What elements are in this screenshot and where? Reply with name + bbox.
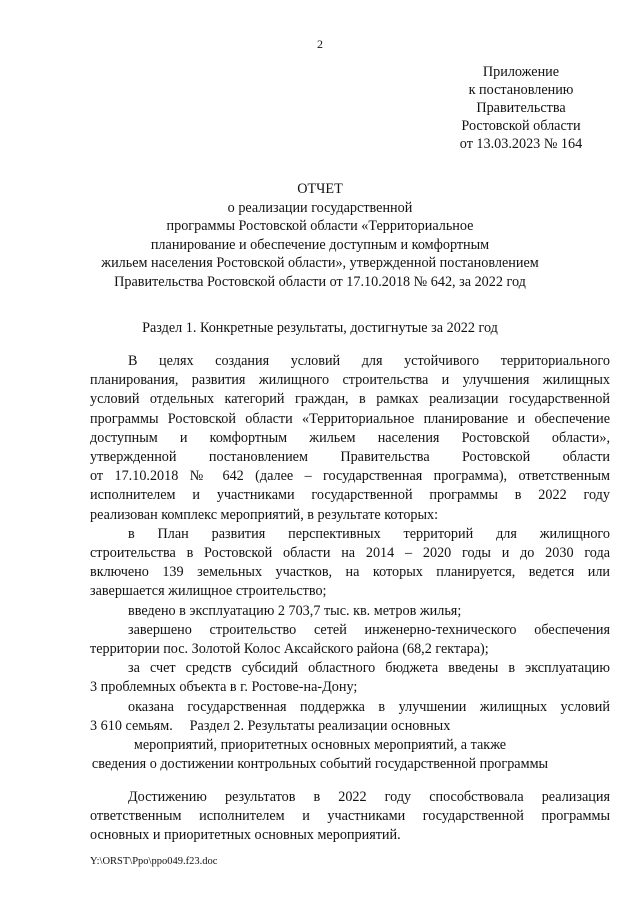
text-line: включено 139 земельных участков, на которых планируется, ведется или: [90, 564, 610, 581]
text-line: строительства в Ростовской области на 2014 – 2020 годы и до 2030 года: [90, 545, 610, 562]
title-line: ОТЧЕТ: [297, 181, 343, 197]
text-line: территории пос. Золотой Колос Аксайского района (68,2 гектара);: [90, 641, 489, 658]
text-line: Достижению результатов в 2022 году способствовала реализация: [128, 789, 610, 805]
title-line: о реализации государственной: [227, 199, 413, 216]
appendix-line: Приложение: [482, 64, 560, 80]
text-line: ответственным исполнителем и участниками государственной программы: [90, 808, 610, 825]
file-path-footer: Y:\ORST\Ppo\ppo049.f23.doc: [90, 856, 218, 867]
heading-line: Раздел 2. Результаты реализации основных: [189, 718, 451, 734]
text-line: В целях создания условий для устойчивого территориального: [128, 353, 610, 369]
text-line: утвержденной постановлением Правительства Ростовской области: [90, 449, 610, 466]
heading-line: сведения о достижении контрольных событий государственной программы: [91, 756, 549, 772]
title-line: планирование и обеспечение доступным и комфортным: [150, 236, 490, 253]
appendix-line: Правительства: [476, 100, 566, 116]
text-line: условий отдельных категорий граждан, в рамках реализации государственной: [90, 391, 610, 408]
text-line: программы Ростовской области «Территориальное планирование и обеспечение: [90, 410, 610, 427]
text-line: завершено строительство сетей инженерно-технического обеспечения: [128, 621, 610, 638]
text-line: за счет средств субсидий областного бюджета введены в эксплуатацию: [128, 660, 610, 677]
section-1-body: [90, 352, 610, 736]
appendix-line: к постановлению: [468, 82, 574, 98]
text-line: оказана государственная поддержка в улучшении жилищных условий: [128, 698, 610, 715]
title-line: Правительства Ростовской области от 17.10.2018 № 642, за 2022 год: [114, 273, 526, 290]
text-line: 3 проблемных объекта в г. Ростове-на-Дону;: [90, 679, 358, 696]
text-line: основных и приоритетных основных мероприятий.: [90, 827, 401, 844]
appendix-line: Ростовской области: [461, 118, 581, 134]
text-line: доступным и комфортным жильем населения Ростовской области»,: [90, 429, 610, 446]
title-line: жильем населения Ростовской области», утвержденной постановлением: [101, 255, 539, 271]
text-line: от 17.10.2018 № 642 (далее – государственная программа), ответственным: [90, 468, 610, 485]
text-line: исполнителем и участниками государственной программы в 2022 году: [90, 487, 610, 504]
heading-line: мероприятий, приоритетных основных мероприятий, а также: [133, 737, 507, 753]
text-line: реализован комплекс мероприятий, в результате которых:: [90, 506, 439, 523]
appendix-block: [446, 63, 596, 153]
title-line: программы Ростовской области «Территориальное: [166, 218, 474, 234]
text-line: завершается жилищное строительство;: [90, 583, 327, 600]
appendix-line: от 13.03.2023 № 164: [459, 136, 583, 152]
text-line: в План развития перспективных территорий для жилищного: [128, 525, 610, 542]
section-2-heading: [0, 717, 640, 774]
section-1-heading: Раздел 1. Конкретные результаты, достигнутые за 2022 год: [142, 320, 498, 336]
text-line: планирования, развития жилищного строительства и улучшения жилищных: [90, 372, 610, 389]
page-number: 2: [317, 37, 323, 51]
report-title: [0, 180, 640, 291]
text-line: 3 610 семьям.: [90, 717, 173, 734]
text-line: введено в эксплуатацию 2 703,7 тыс. кв. метров жилья;: [128, 602, 462, 619]
section-2-body: [90, 788, 610, 846]
